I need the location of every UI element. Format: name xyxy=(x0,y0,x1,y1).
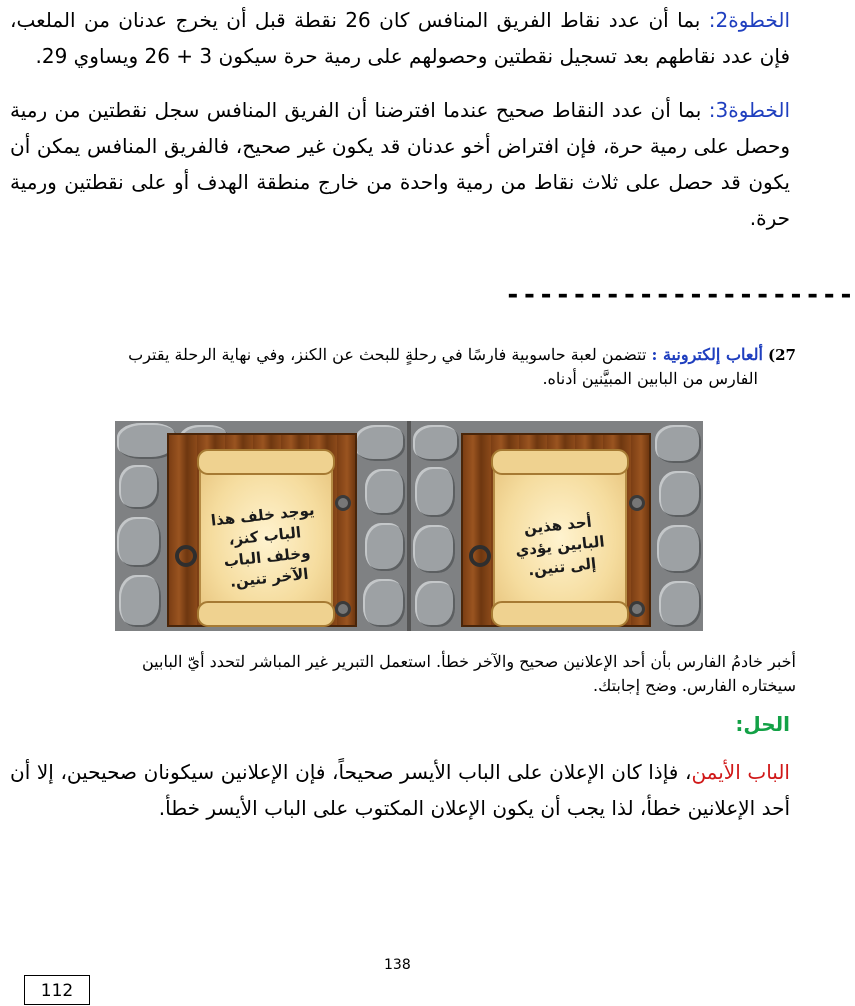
step2-paragraph xyxy=(10,2,790,74)
step2-label: الخطوة2: xyxy=(708,8,790,32)
question-line-2: الفارس من البابين المبيَّنين أدناه. xyxy=(542,369,758,388)
hinge-icon xyxy=(335,601,351,617)
solution-answer: الباب الأيمن xyxy=(691,760,790,784)
step2-text: بما أن عدد نقاط الفريق المنافس كان 26 نقطة قبل أن يخرج عدنان من الملعب، فإن عدد نقاطهم بعد تسجيل نقطتين وحصولهم على رمية حرة سيكون 3 + 26 ويساوي 29. xyxy=(10,8,790,68)
solution-heading: الحل: xyxy=(735,712,790,736)
right-door-handle-icon xyxy=(469,545,491,567)
step3-text: بما أن عدد النقاط صحيح عندما افترضنا أن الفريق المنافس سجل نقطتين من رمية وحصل على رمية حرة، فإن افتراض أخو عدنان قد يكون غير صحيح، فالفريق المنافس يمكن أن يكون قد حصل على ثلاث نقاط من رمية واحدة من خارج منطقة الهدف أو على نقطتين ورمية حرة. xyxy=(10,98,790,230)
page-number: 138 xyxy=(384,957,411,973)
question-line-1 xyxy=(8,343,796,367)
question-title: ألعاب إلكترونية : xyxy=(651,345,763,364)
right-door-sign-text: أحد هذين البابين يؤدي إلى تنين. xyxy=(514,512,606,580)
question-text: تتضمن لعبة حاسوبية فارسًا في رحلةٍ للبحث عن الكنز، وفي نهاية الرحلة يقترب xyxy=(128,345,652,364)
hinge-icon xyxy=(629,601,645,617)
solution-text: ، فإذا كان الإعلان على الباب الأيسر صحيحاً، فإن الإعلانين سيكونان صحيحين، إلا أن أحد الإعلانين خطأ، لذا يجب أن يكون الإعلان المكتوب على الباب الأيسر خطأ. xyxy=(10,760,790,820)
hinge-icon xyxy=(335,495,351,511)
instruction-line-1: أخبر خادمُ الفارس بأن أحد الإعلانين صحيح والآخر خطأ. استعمل التبرير غير المباشر لتحدد أيّ البابين xyxy=(141,652,796,671)
instruction-line-2: سيختاره الفارس. وضح إجابتك. xyxy=(593,676,796,695)
question-instruction xyxy=(8,650,796,698)
question-number: 27) xyxy=(768,346,796,364)
section-separator: --------------------- xyxy=(505,280,855,310)
left-door[interactable] xyxy=(167,433,357,627)
step3-paragraph xyxy=(10,92,790,236)
page-box-number: 112 xyxy=(24,975,90,1005)
step3-label: الخطوة3: xyxy=(708,98,790,122)
hinge-icon xyxy=(629,495,645,511)
right-door[interactable] xyxy=(461,433,651,627)
solution-paragraph xyxy=(10,754,790,826)
left-door-sign-text: يوجد خلف هذا الباب كنز، وخلف الباب الآخر تنين. xyxy=(210,500,316,591)
right-door-scroll xyxy=(493,453,627,623)
left-door-scroll xyxy=(199,453,333,623)
left-door-handle-icon xyxy=(175,545,197,567)
question-27 xyxy=(8,343,796,390)
doors-illustration xyxy=(115,421,703,631)
